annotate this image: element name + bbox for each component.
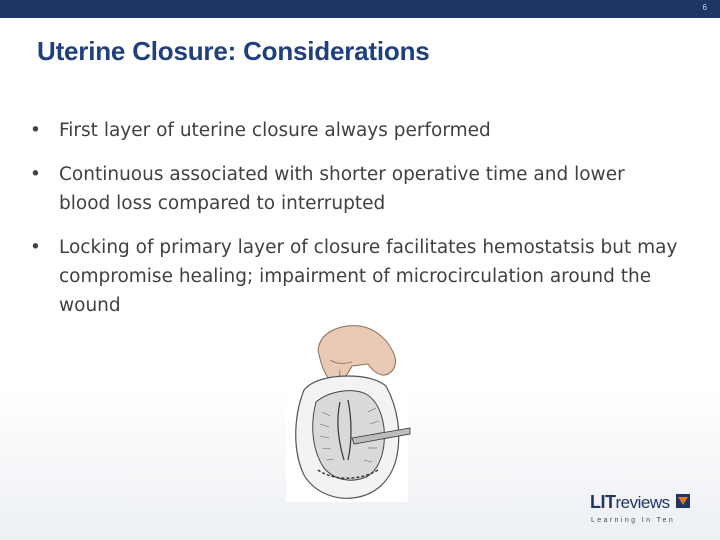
bullet-item <box>30 116 680 145</box>
bullet-dot: • <box>30 164 41 185</box>
uterine-surgery-illustration <box>282 320 412 502</box>
bullet-dot: • <box>30 120 41 141</box>
logo-reviews-text: reviews <box>615 493 670 512</box>
bullet-list <box>30 116 680 335</box>
bullet-text: Locking of primary layer of closure facilitates hemostatsis but may compromise healing; impairment of microcirculation around the wound <box>59 237 678 316</box>
slide-title: Uterine Closure: Considerations <box>37 36 430 66</box>
bullet-text: First layer of uterine closure always performed <box>59 120 491 141</box>
bullet-dot: • <box>30 237 41 258</box>
logo-lit-text: LIT <box>590 492 616 512</box>
logo-wordmark <box>590 492 670 513</box>
slide-number: 6 <box>702 3 707 12</box>
bullet-item <box>30 160 680 218</box>
logo-tagline: Learning In Ten <box>591 517 676 524</box>
bullet-text: Continuous associated with shorter operative time and lower blood loss compared to interrupted <box>59 164 625 214</box>
header-bar <box>0 0 720 18</box>
litreviews-logo <box>590 492 690 532</box>
chevron-down-icon <box>676 494 690 508</box>
bullet-item <box>30 233 680 320</box>
